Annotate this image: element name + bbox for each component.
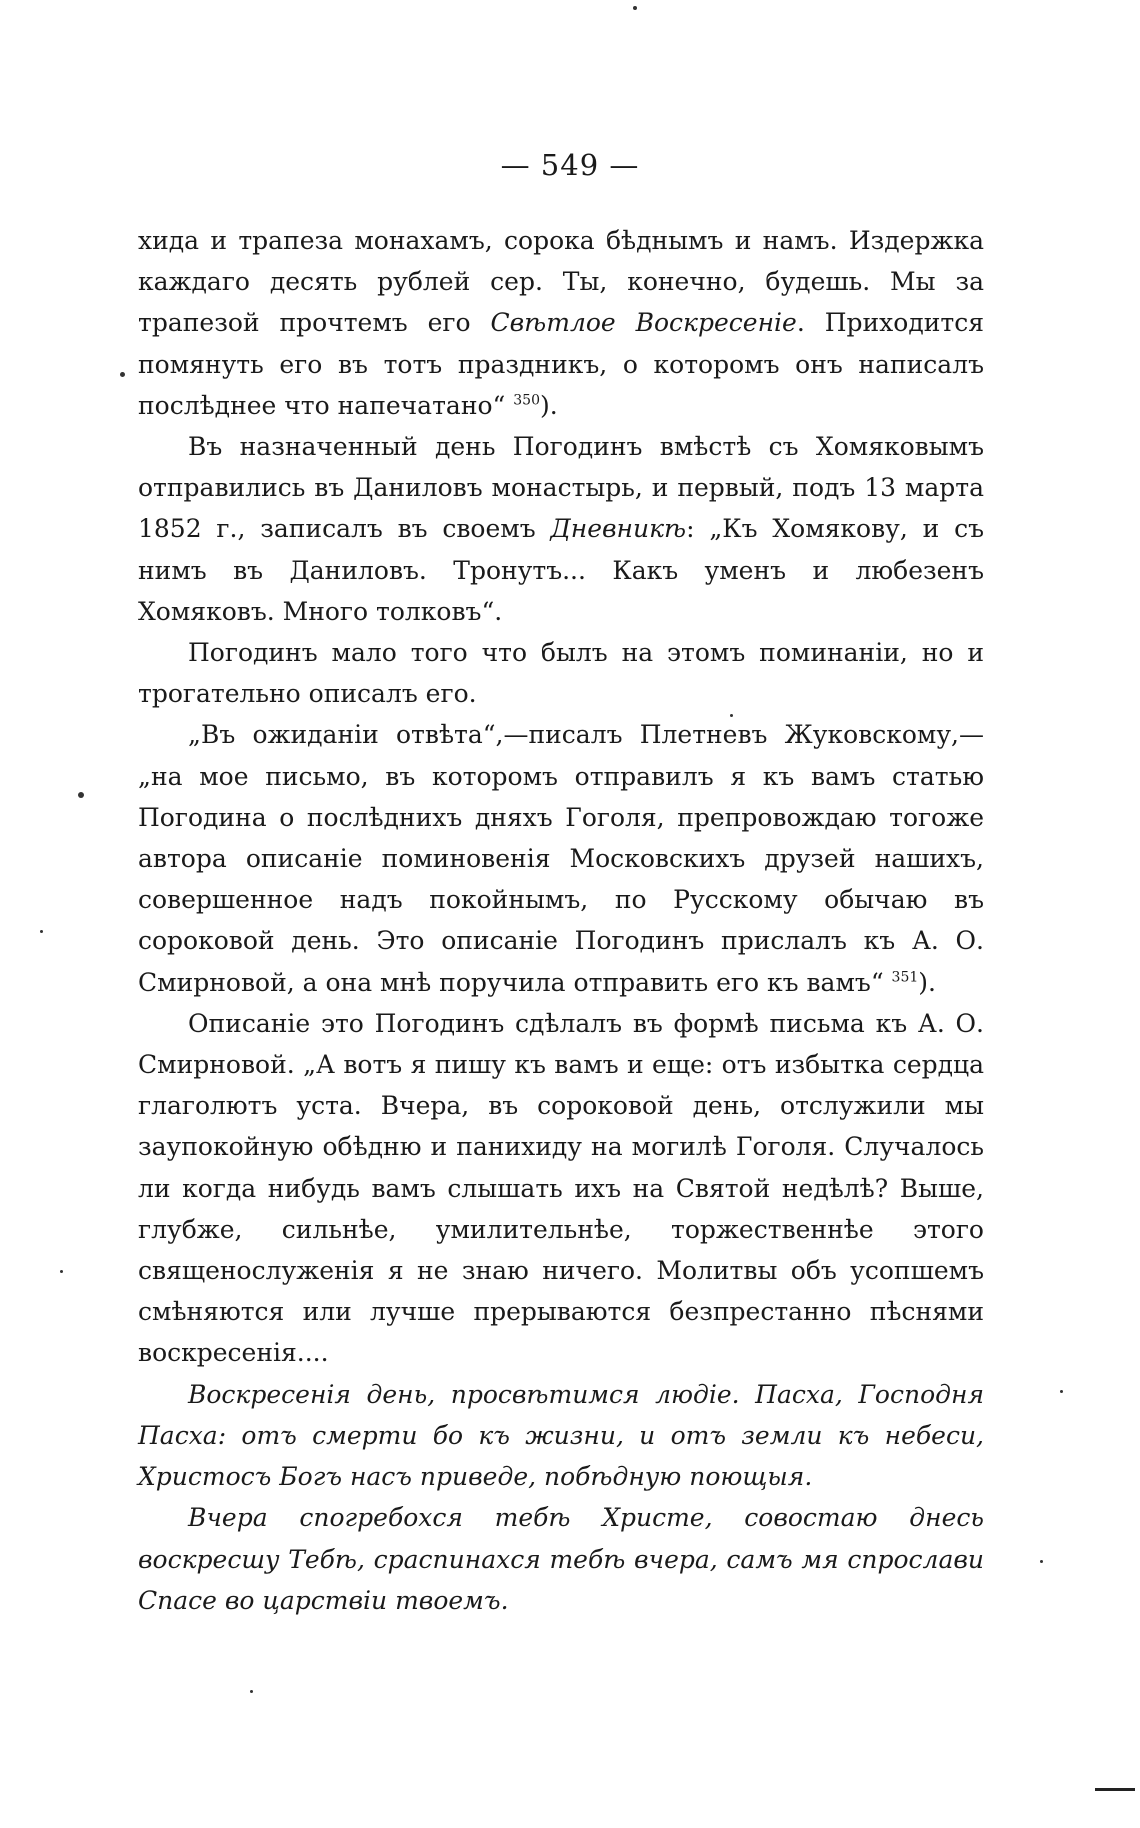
scan-speck [633, 6, 637, 10]
text-run: ). [540, 390, 558, 420]
scan-speck [40, 930, 43, 933]
italic-text: Дневникѣ [550, 514, 687, 544]
paragraph-p7 [138, 1497, 984, 1621]
page-number: — 549 — [500, 148, 640, 182]
footnote-reference: 351 [891, 969, 919, 986]
scan-speck [60, 1270, 63, 1273]
text-run: . Приходится помянуть его въ тотъ праздникъ, о которомъ онъ написалъ послѣднее что напечатано“ [138, 308, 984, 420]
scan-speck [120, 372, 125, 377]
text-run: Описаніе это Погодинъ сдѣлалъ въ формѣ письма къ А. О. Смирновой. „А вотъ я пишу къ вамъ и еще: отъ избытка сердца глаголютъ уста. Вчера, въ сороковой день, отслужили мы заупокойную обѣдню и панихиду на могилѣ Гоголя. Случалось ли когда нибудь вамъ слышать ихъ на Святой недѣлѣ? Выше, глубже, сильнѣе, умилительнѣе, торжественнѣе этого священослуженія я не знаю ничего. Молитвы объ усопшемъ смѣняются или лучше прерываются безпрестанно пѣснями воскресенія.... [138, 1008, 984, 1368]
scan-speck [78, 792, 84, 798]
paragraph-p4 [138, 714, 984, 1002]
footnote-reference: 350 [513, 392, 540, 409]
scan-speck [730, 714, 733, 717]
text-run: хида и трапеза монахамъ, сорока бѣднымъ и намъ. Издержка каждаго десять рублей сер. Ты, конечно, будешь. Мы за трапезой прочтемъ его [138, 226, 984, 338]
text-run: : „Къ Хомякову, и съ нимъ въ Даниловъ. Тронутъ... Какъ уменъ и любезенъ Хомяковъ. Много толковъ“. [138, 514, 984, 626]
italic-text: Воскресенія день, просвѣтимся людіе. Пасха, Господня Пасха: отъ смерти бо къ жизни, и отъ земли къ небеси, Христосъ Богъ насъ приведе, побѣдную поющыя. [138, 1379, 984, 1492]
italic-text: Свѣтлое Воскресеніе [490, 308, 797, 338]
italic-text: Вчера спогребохся тебѣ Христе, совостаю днесь воскресшу Тебѣ, сраспинахся тебѣ вчера, самъ мя спрослави Спасе во царствіи твоемъ. [138, 1503, 984, 1615]
text-run: Погодинъ мало того что былъ на этомъ поминаніи, но и трогательно описалъ его. [138, 638, 984, 709]
text-run: „Въ ожиданіи отвѣта“,—писалъ Плетневъ Жуковскому,— „на мое письмо, въ которомъ отправилъ я къ вамъ статью Погодина о послѣднихъ дняхъ Гоголя, препровождаю тогоже автора описаніе поминовенія Московскихъ друзей нашихъ, совершенное надъ покойнымъ, по Русскому обычаю въ сороковой день. Это описаніе Погодинъ прислалъ къ А. О. Смирновой, а она мнѣ поручила отправить его къ вамъ“ [138, 720, 984, 997]
paragraph-p3 [138, 632, 984, 714]
scan-speck [1060, 1390, 1063, 1393]
text-run: Въ назначенный день Погодинъ вмѣстѣ съ Хомяковымъ отправились въ Даниловъ монастырь, и первый, подъ 13 марта 1852 г., записалъ въ своемъ [138, 432, 984, 544]
paragraph-p1 [138, 220, 984, 426]
scan-speck [250, 1690, 253, 1693]
paragraph-p5 [138, 1003, 984, 1374]
paragraph-p6 [138, 1374, 984, 1498]
body-text [138, 220, 984, 1621]
text-run: ). [918, 967, 936, 997]
scan-speck [1040, 1560, 1043, 1563]
edge-mark [1095, 1788, 1135, 1791]
paragraph-p2 [138, 426, 984, 632]
